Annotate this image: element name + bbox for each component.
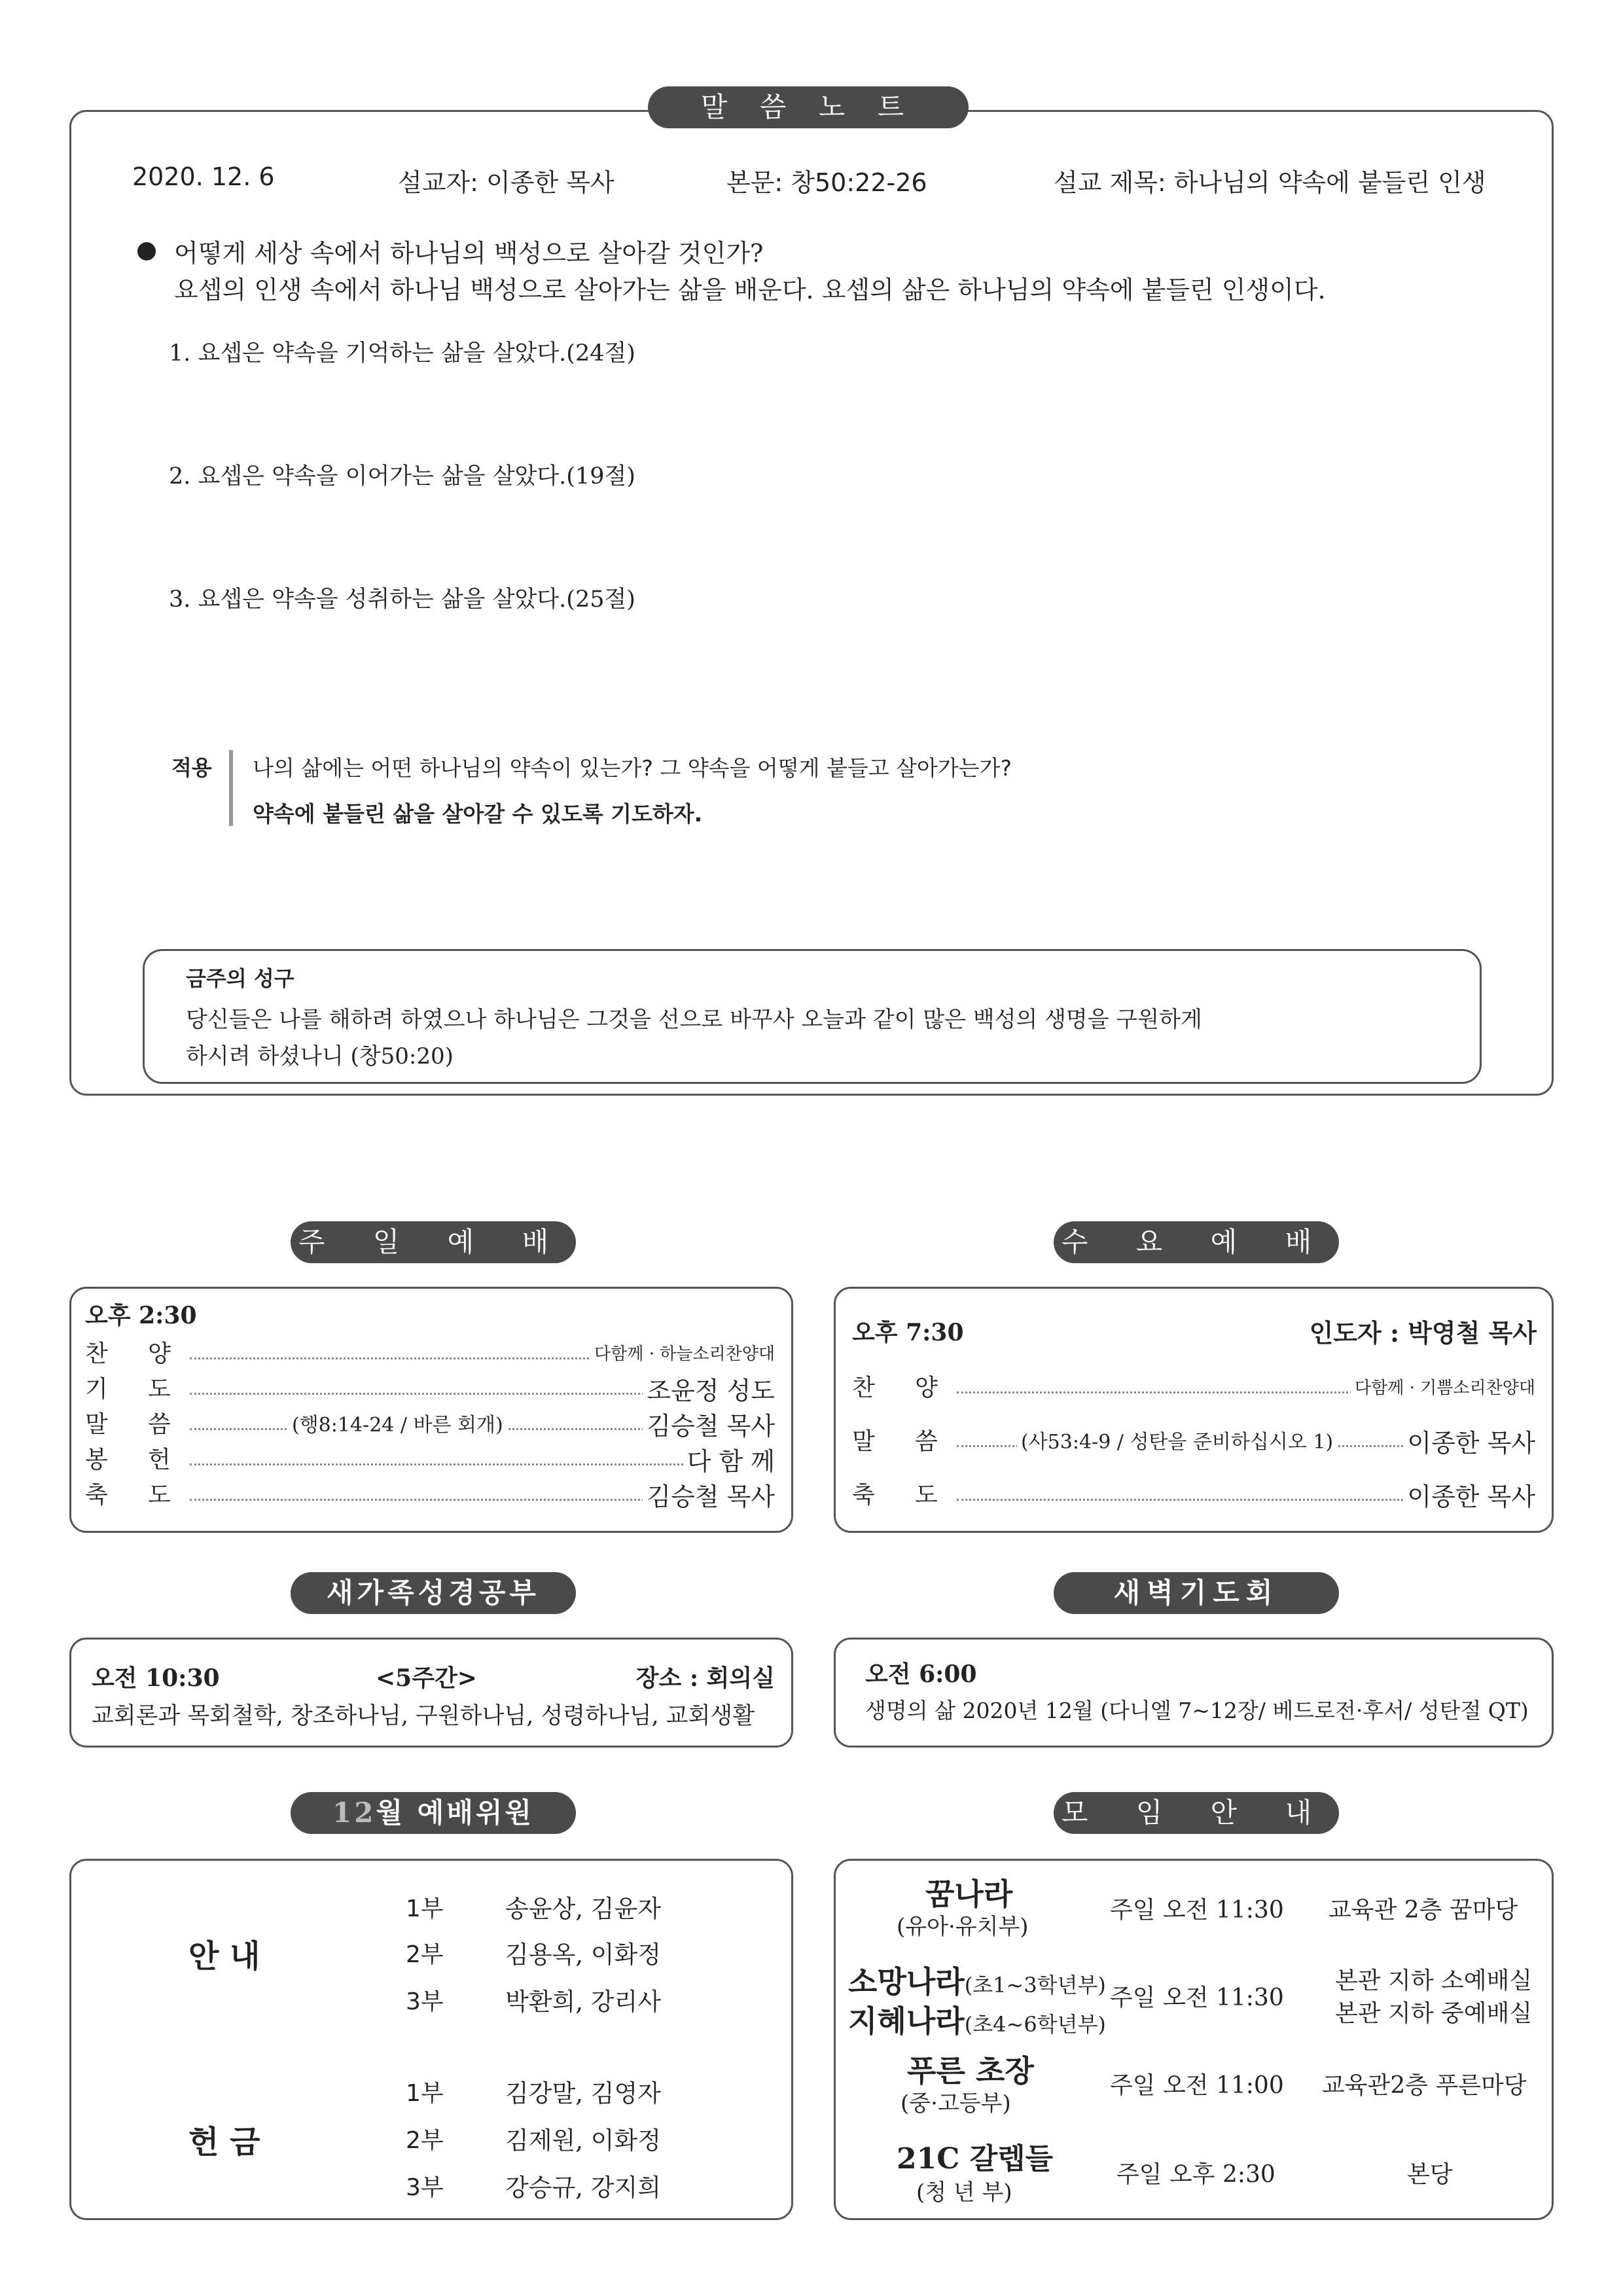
verse-line-2: 하시려 하셨나니 (창50:20) [186,1043,454,1069]
order-item-label: 찬 [85,1340,108,1367]
order-item-label: 봉 [85,1446,108,1473]
dotted-leader [190,1393,707,1395]
order-item-label: 헌 [148,1446,171,1473]
order-item-person: 다함께 · 기쁨소리찬양대 [1351,1374,1535,1399]
meeting-time: 주일 오후 2:30 [1116,2161,1275,2188]
order-item-label: 양 [915,1374,938,1401]
sermon-note-header: 말 씀 노 트 [648,86,969,128]
order-item-person: 김승철 목사 [643,1406,775,1442]
sunday-time: 오후 2:30 [85,1302,197,1329]
order-item-label: 도 [148,1482,171,1509]
meeting-name [848,1958,1106,2001]
committee-names: 강승규, 강지희 [505,2174,661,2202]
meeting-sub: (초1~3학년부) [964,1973,1106,1998]
apply-question: 나의 삶에는 어떤 하나님의 약속이 있는가? 그 약속을 어떻게 붙들고 살아가는가? [253,755,1012,781]
meeting-name: 꿈나라 [925,1876,1013,1912]
family-study-weeks: <5주간> [376,1664,477,1692]
apply-answer: 약속에 붙들린 삶을 살아갈 수 있도록 기도하자. [253,801,703,827]
wednesday-header: 수 요 예 배 [1054,1221,1339,1263]
dawn-prayer-header: 새벽기도회 [1054,1572,1339,1614]
order-item-label: 도 [148,1376,171,1403]
verse-line-1: 당신들은 나를 해하려 하였으나 하나님은 그것을 선으로 바꾸사 오늘과 같이 많은 백성의 생명을 구원하게 [186,1007,1202,1033]
dawn-prayer-box [834,1638,1554,1748]
committee-part: 1부 [406,1895,444,1922]
wednesday-leader: 인도자 : 박영철 목사 [1309,1318,1537,1348]
committee-month: 12 [332,1797,376,1829]
sermon-title: 설교 제목: 하나님의 약속에 붙들린 인생 [1054,168,1486,197]
dawn-prayer-time: 오전 6:00 [865,1660,977,1688]
meeting-sub: (초4~6학년부) [964,2012,1106,2037]
meeting-name-text: 지혜나라 [848,2003,965,2039]
sermon-point-3: 3. 요셉은 약속을 성취하는 삶을 살았다.(25절) [169,586,635,613]
order-item-person: 김승철 목사 [643,1477,775,1513]
meeting-sub: (유아·유치부) [897,1914,1029,1940]
meeting-time: 주일 오전 11:00 [1110,2072,1284,2099]
dotted-leader [190,1499,707,1501]
verse-label: 금주의 성구 [186,966,294,991]
sermon-point-1: 1. 요셉은 약속을 기억하는 삶을 살았다.(24절) [169,340,635,367]
order-item-person: 조윤정 성도 [643,1371,775,1407]
committee-role-usher: 안 내 [188,1938,260,1975]
committee-part: 2부 [406,1941,444,1968]
order-item-label: 말 [852,1428,875,1455]
sermon-intro: 요셉의 인생 속에서 하나님 백성으로 살아가는 삶을 배운다. 요셉의 삶은 하나님의 약속에 붙들린 인생이다. [174,276,1326,304]
meeting-place: 본관 지하 중예배실 [1335,2000,1533,2027]
bullet-icon [137,242,156,260]
order-item-label: 축 [852,1482,875,1509]
committee-part: 3부 [406,1988,444,2015]
meeting-name [848,1998,1106,2041]
apply-divider [229,750,233,826]
order-item-label: 말 [85,1411,108,1438]
sermon-point-2: 2. 요셉은 약속을 이어가는 삶을 살았다.(19절) [169,463,635,490]
order-item-person: 이종한 목사 [1403,1423,1535,1459]
committee-role-offering: 헌 금 [188,2124,260,2161]
wednesday-time: 오후 7:30 [852,1319,964,1346]
committee-names: 송윤상, 김윤자 [505,1895,661,1923]
meeting-time: 주일 오전 11:30 [1110,1897,1284,1924]
family-study-header: 새가족성경공부 [291,1572,576,1614]
meeting-place: 본관 지하 소예배실 [1335,1967,1533,1994]
order-item-scripture: (행8:14-24 / 바른 회개) [288,1408,507,1437]
order-item-label: 양 [148,1340,171,1367]
sermon-preacher: 설교자: 이종한 목사 [398,168,615,197]
committee-names: 김제원, 이화정 [505,2126,661,2155]
order-item-label: 기 [85,1376,108,1403]
meeting-name: 푸른 초장 [907,2053,1034,2089]
order-item-label: 도 [915,1482,938,1509]
order-item-label: 씀 [915,1428,938,1455]
committee-title: 월 예배위원 [376,1797,534,1829]
order-item-person: 다 함 께 [683,1441,775,1477]
meeting-sub: (청 년 부) [916,2179,1012,2206]
meeting-place: 교육관2층 푸른마당 [1322,2072,1527,2099]
family-study-place: 장소 : 회의실 [635,1664,775,1692]
sunday-header: 주 일 예 배 [291,1221,576,1263]
committee-names: 박환희, 강리사 [505,1988,661,2016]
sermon-date: 2020. 12. 6 [132,162,275,191]
dotted-leader [190,1463,707,1465]
order-item-label: 축 [85,1482,108,1509]
family-study-topics: 교회론과 목회철학, 창조하나님, 구원하나님, 성령하나님, 교회생활 [92,1703,755,1729]
sermon-question: 어떻게 세상 속에서 하나님의 백성으로 살아갈 것인가? [174,239,764,268]
order-item-person: 다함께 · 하늘소리찬양대 [590,1340,775,1365]
order-item-label: 찬 [852,1374,875,1401]
family-study-time: 오전 10:30 [92,1664,220,1692]
order-item-scripture: (사53:4-9 / 성탄을 준비하십시오 1) [1017,1426,1337,1454]
meeting-name-text: 소망나라 [848,1964,965,2000]
meeting-place: 본당 [1407,2161,1453,2188]
meeting-sub: (중·고등부) [901,2090,1011,2117]
dawn-prayer-desc: 생명의 삶 2020년 12월 (다니엘 7~12장/ 베드로전·후서/ 성탄절 QT) [865,1698,1529,1723]
meetings-header: 모 임 안 내 [1054,1792,1339,1834]
committee-part: 2부 [406,2127,444,2154]
apply-label: 적용 [171,755,212,780]
meeting-place: 교육관 2층 꿈마당 [1329,1897,1518,1924]
committee-part: 1부 [406,2080,444,2107]
committee-header [291,1792,576,1834]
order-item-label: 씀 [148,1411,171,1438]
committee-part: 3부 [406,2174,444,2201]
committee-names: 김용옥, 이화정 [505,1941,661,1969]
sermon-text: 본문: 창50:22-26 [726,168,927,197]
committee-names: 김강말, 김영자 [505,2079,661,2108]
meeting-time: 주일 오전 11:30 [1110,1984,1284,2011]
meeting-name: 21C 갈렙들 [897,2142,1054,2176]
order-item-person: 이종한 목사 [1403,1477,1535,1513]
